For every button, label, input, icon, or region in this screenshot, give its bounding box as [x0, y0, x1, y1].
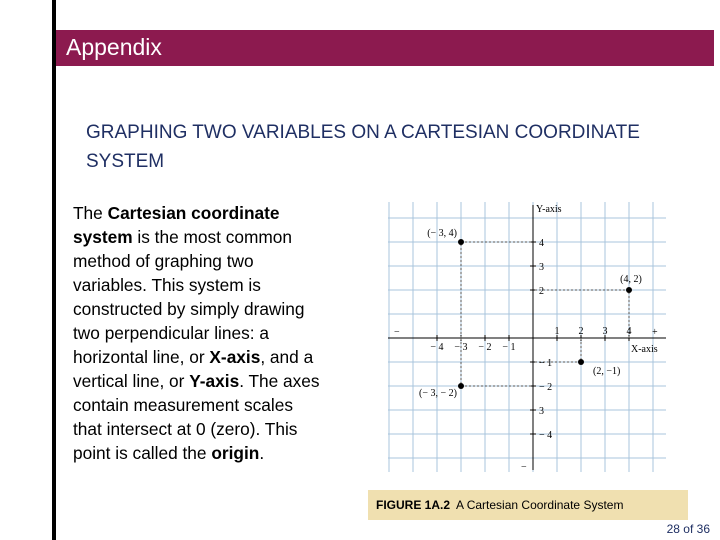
- x-tick-label: − 3: [454, 342, 468, 353]
- slide-title: GRAPHING TWO VARIABLES ON A CARTESIAN COORDINATE SYSTEM: [86, 122, 640, 172]
- left-vertical-rule: [52, 0, 56, 540]
- term-cartesian: Cartesian coordinate system: [73, 203, 280, 247]
- body-text-5: .: [259, 443, 265, 463]
- x-tick-label: 3: [602, 326, 608, 337]
- data-point: [578, 359, 584, 365]
- header-title: Appendix: [66, 34, 162, 60]
- cartesian-figure: [388, 200, 666, 472]
- y-tick-label: 3: [539, 262, 544, 273]
- body-text-3: , and a vertical line, or: [73, 347, 314, 391]
- term-y-axis: Y-axis: [189, 371, 240, 391]
- y-tick-label: − 2: [539, 382, 553, 393]
- x-axis-label: X-axis: [631, 344, 658, 355]
- header-bar: [56, 30, 714, 66]
- body-text-1: The: [73, 203, 108, 223]
- x-tick-label: 1: [554, 326, 560, 337]
- x-tick-label: − 1: [502, 342, 516, 353]
- y-tick-label: − 4: [539, 430, 553, 441]
- y-tick-label: 4: [539, 238, 544, 249]
- body-text-2: is the most common method of graphing two variables. This system is constructed by simply drawing two perpendicular lines: a horizontal line, or: [73, 227, 305, 367]
- y-tick-label: 3: [539, 406, 544, 417]
- term-origin: origin: [211, 443, 260, 463]
- point-label: (2, −1): [593, 366, 621, 377]
- figure-caption: [368, 490, 688, 520]
- caption-figure-number: FIGURE 1A.2: [376, 498, 451, 512]
- term-x-axis: X-axis: [209, 347, 261, 367]
- grid: [388, 200, 666, 472]
- body-paragraph: [73, 201, 323, 465]
- y-minus-sign: −: [521, 462, 527, 472]
- x-tick-label: 4: [626, 326, 632, 337]
- point-label: (4, 2): [620, 274, 642, 285]
- data-point: [626, 287, 632, 293]
- x-plus-sign: +: [652, 327, 658, 338]
- page-number: 28 of 36: [666, 522, 710, 536]
- y-axis-label: Y-axis: [536, 204, 562, 215]
- y-tick-label: − 1: [539, 358, 553, 369]
- x-minus-sign: −: [394, 327, 400, 338]
- caption-text: A Cartesian Coordinate System: [456, 498, 624, 512]
- x-tick-label: − 2: [478, 342, 492, 353]
- x-tick-label: − 4: [430, 342, 444, 353]
- data-point: [458, 239, 464, 245]
- point-label: (− 3, − 2): [419, 388, 457, 399]
- axes: [388, 205, 666, 470]
- y-tick-label: 2: [539, 286, 544, 297]
- body-text-4: . The axes contain measurement scales that intersect at 0 (zero). This point is called the: [73, 371, 320, 463]
- x-tick-label: 2: [578, 326, 584, 337]
- data-point: [458, 383, 464, 389]
- point-label: (− 3, 4): [427, 228, 457, 239]
